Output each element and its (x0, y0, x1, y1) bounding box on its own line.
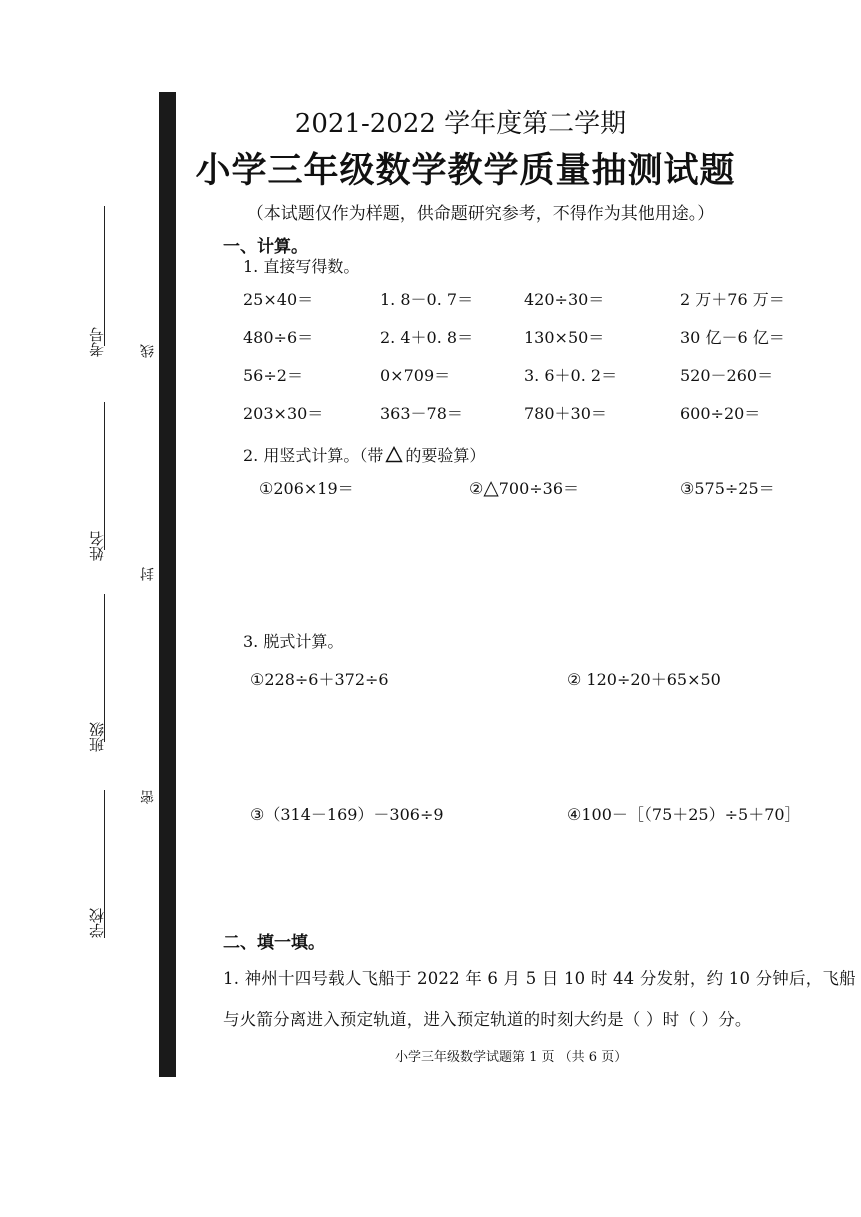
page-footer: 小学三年级数学试题第 1 页 （共 6 页） (395, 1050, 628, 1065)
item-expression: 575÷25＝ (694, 479, 775, 498)
mental-calc-item: 363－78＝ (380, 404, 463, 423)
section-1-heading: 一、计算。 (223, 237, 308, 257)
mental-calc-item: 2. 4＋0. 8＝ (380, 328, 474, 347)
mental-calc-item: 130×50＝ (524, 328, 605, 347)
question-2-label-suffix: 的要验算） (405, 446, 486, 465)
question-1-label: 1. 直接写得数。 (243, 257, 360, 276)
question-2-label (243, 443, 485, 467)
section-2-heading: 二、填一填。 (223, 933, 325, 953)
vertical-calc-item (680, 476, 775, 499)
class-line (104, 594, 105, 742)
binding-margin-bar (159, 92, 176, 1077)
item-number: ① (259, 479, 274, 498)
mental-calc-item: 480÷6＝ (243, 328, 314, 347)
exam-number-label: 考号 (88, 327, 106, 357)
exam-title: 小学三年级数学教学质量抽测试题 (195, 150, 736, 191)
mental-calc-item: 780＋30＝ (524, 404, 607, 423)
class-label: 班级 (88, 722, 106, 752)
fill-question-line-1: 1. 神州十四号载人飞船于 2022 年 6 月 5 日 10 时 44 分发射，约 10 分钟后，飞船 (223, 969, 856, 988)
seal-mark-seal: 封 (140, 567, 156, 581)
seal-mark-secret: 密 (140, 790, 156, 804)
item-expression: 206×19＝ (273, 479, 354, 498)
question-2-label-prefix: 2. 用竖式计算。（带 (243, 446, 384, 465)
vertical-calc-item (469, 476, 579, 499)
item-expression: 700÷36＝ (498, 479, 580, 498)
mental-calc-item: 3. 6＋0. 2＝ (524, 366, 618, 385)
school-line (104, 790, 105, 938)
mental-calc-item: 25×40＝ (243, 290, 314, 309)
mental-calc-item: 420÷30＝ (524, 290, 605, 309)
mental-calc-item: 0×709＝ (380, 366, 451, 385)
question-3-label: 3. 脱式计算。 (243, 632, 344, 651)
name-line (104, 402, 105, 550)
vertical-calc-item (259, 476, 354, 499)
stepwise-calc-item: ①228÷6＋372÷6 (250, 670, 389, 689)
item-number: ② (469, 479, 484, 498)
item-number: ③ (680, 479, 695, 498)
stepwise-calc-item: ④100－［（75＋25）÷5＋70］ (567, 805, 801, 824)
exam-number-line (104, 206, 105, 346)
term-title: 2021-2022 学年度第二学期 (294, 109, 627, 139)
mental-calc-item: 2 万＋76 万＝ (680, 290, 785, 309)
name-label: 姓名 (88, 531, 106, 561)
mental-calc-item: 30 亿－6 亿＝ (680, 328, 785, 347)
fill-question-line-2: 与火箭分离进入预定轨道，进入预定轨道的时刻大约是（ ）时（ ）分。 (223, 1010, 752, 1029)
seal-mark-line: 线 (140, 344, 156, 358)
mental-calc-item: 600÷20＝ (680, 404, 761, 423)
mental-calc-item: 1. 8－0. 7＝ (380, 290, 474, 309)
verification-triangle-icon: △ (483, 475, 499, 499)
stepwise-calc-item: ③（314－169）－306÷9 (250, 805, 444, 824)
triangle-icon (385, 446, 403, 467)
usage-notice: （本试题仅作为样题，供命题研究参考，不得作为其他用途。） (246, 204, 715, 224)
stepwise-calc-item: ② 120÷20＋65×50 (567, 670, 721, 689)
mental-calc-item: 56÷2＝ (243, 366, 303, 385)
mental-calc-item: 203×30＝ (243, 404, 324, 423)
school-label: 学校 (88, 908, 106, 938)
mental-calc-item: 520－260＝ (680, 366, 774, 385)
